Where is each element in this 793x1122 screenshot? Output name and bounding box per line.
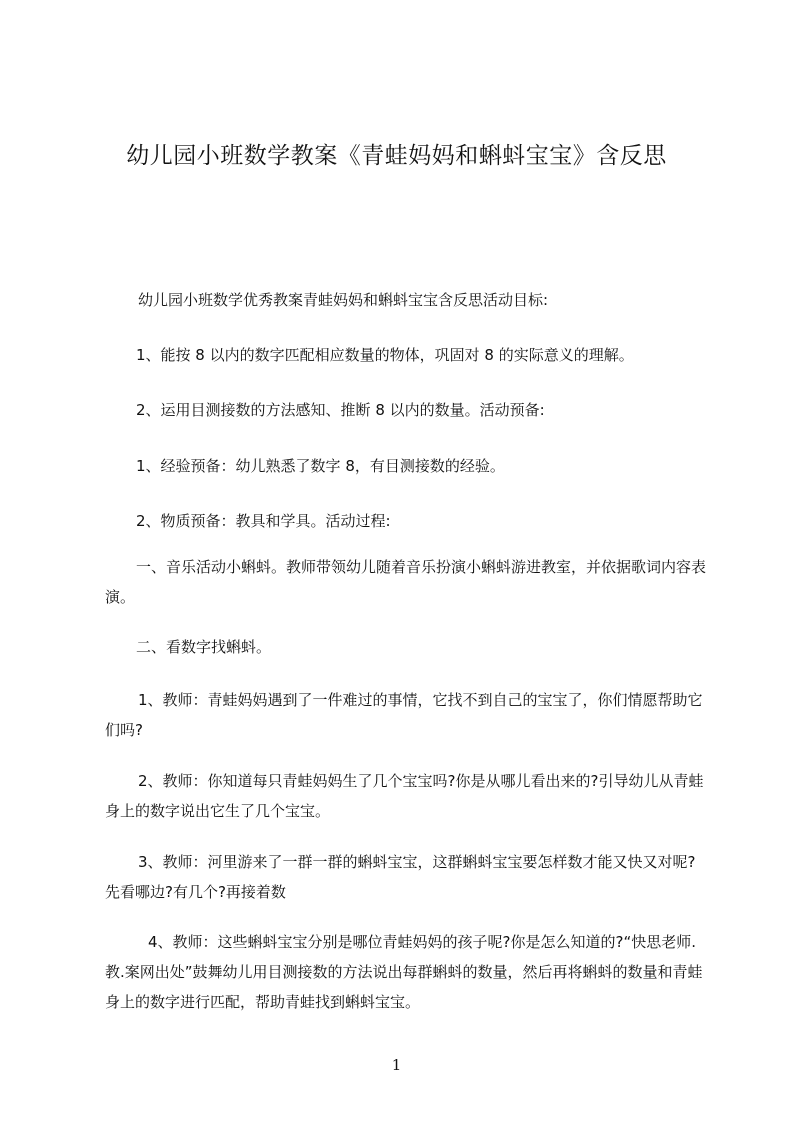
paragraph-teacher-1: 1、教师：青蛙妈妈遇到了一件难过的事情，它找不到自己的宝宝了，你们情愿帮助它们吗? [105, 691, 703, 739]
paragraph-goal-1: 1、能按 8 以内的数字匹配相应数量的物体，巩固对 8 的实际意义的理解。 [136, 346, 634, 364]
paragraph-prep-1: 1、经验预备：幼儿熟悉了数字 8，有目测接数的经验。 [136, 457, 505, 475]
document-title: 幼儿园小班数学教案《青蛙妈妈和蝌蚪宝宝》含反思 [126, 143, 667, 169]
paragraph-step-2: 二、看数字找蝌蚪。 [136, 638, 272, 656]
paragraph-teacher-3: 3、教师：河里游来了一群一群的蝌蚪宝宝，这群蝌蚪宝宝要怎样数才能又快又对呢?先看哪边?有几个?再接着数 [105, 853, 696, 901]
paragraph-prep-2: 2、物质预备：教具和学具。活动过程: [136, 512, 391, 530]
paragraph-intro: 幼儿园小班数学优秀教案青蛙妈妈和蝌蚪宝宝含反思活动目标: [138, 291, 549, 309]
page-number: 1 [391, 1056, 402, 1074]
paragraph-step-1: 一、音乐活动小蝌蚪。教师带领幼儿随着音乐扮演小蝌蚪游进教室，并依据歌词内容表演。 [105, 558, 707, 606]
paragraph-teacher-2: 2、教师：你知道每只青蛙妈妈生了几个宝宝吗?你是从哪儿看出来的?引导幼儿从青蛙身上的数字说出它生了几个宝宝。 [105, 772, 704, 820]
paragraph-goal-2: 2、运用目测接数的方法感知、推断 8 以内的数量。活动预备: [136, 401, 545, 419]
paragraph-teacher-4: 4、教师：这些蝌蚪宝宝分别是哪位青蛙妈妈的孩子呢?你是怎么知道的?“快思老师.教.案网出处”鼓舞幼儿用目测接数的方法说出每群蝌蚪的数量，然后再将蝌蚪的数量和青蛙身上的数字进行匹配，帮助青蛙找到蝌蚪宝宝。 [105, 933, 703, 1011]
